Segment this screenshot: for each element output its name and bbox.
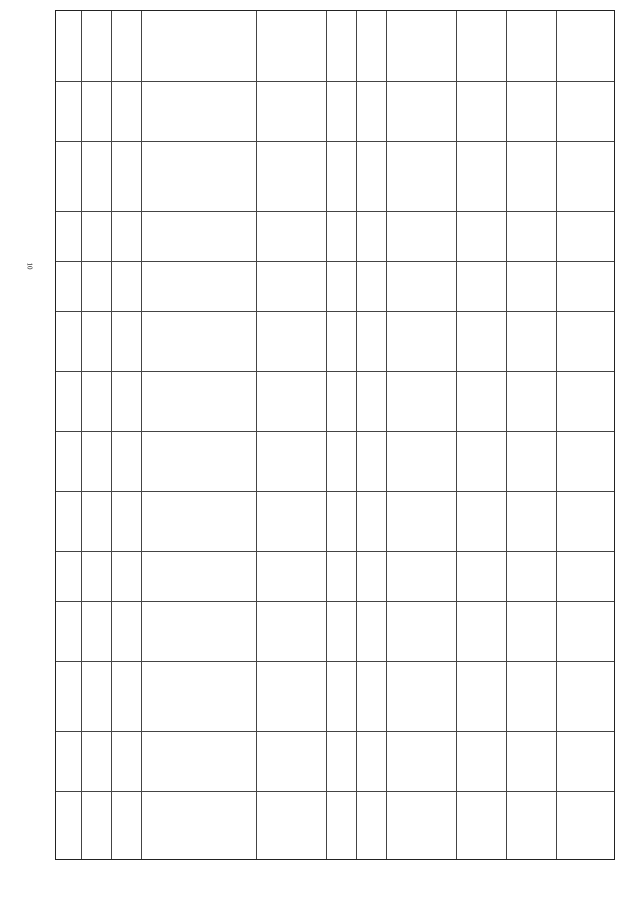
table-column — [556, 11, 557, 859]
table-row — [56, 551, 614, 552]
table-row — [56, 431, 614, 432]
table-row — [56, 261, 614, 262]
table-row — [56, 81, 614, 82]
table-row — [56, 601, 614, 602]
table-column — [456, 11, 457, 859]
table-row — [56, 371, 614, 372]
table-row — [56, 211, 614, 212]
table-row — [56, 311, 614, 312]
table-column — [111, 11, 112, 859]
table-column — [506, 11, 507, 859]
table-row — [56, 731, 614, 732]
table-column — [81, 11, 82, 859]
page-number: 10 — [25, 262, 34, 270]
table-row — [56, 491, 614, 492]
table-column — [256, 11, 257, 859]
table-column — [141, 11, 142, 859]
table-column — [386, 11, 387, 859]
table-row — [56, 141, 614, 142]
table-row — [56, 661, 614, 662]
budget-table — [55, 10, 615, 860]
table-column — [326, 11, 327, 859]
table-column — [356, 11, 357, 859]
table-row — [56, 791, 614, 792]
